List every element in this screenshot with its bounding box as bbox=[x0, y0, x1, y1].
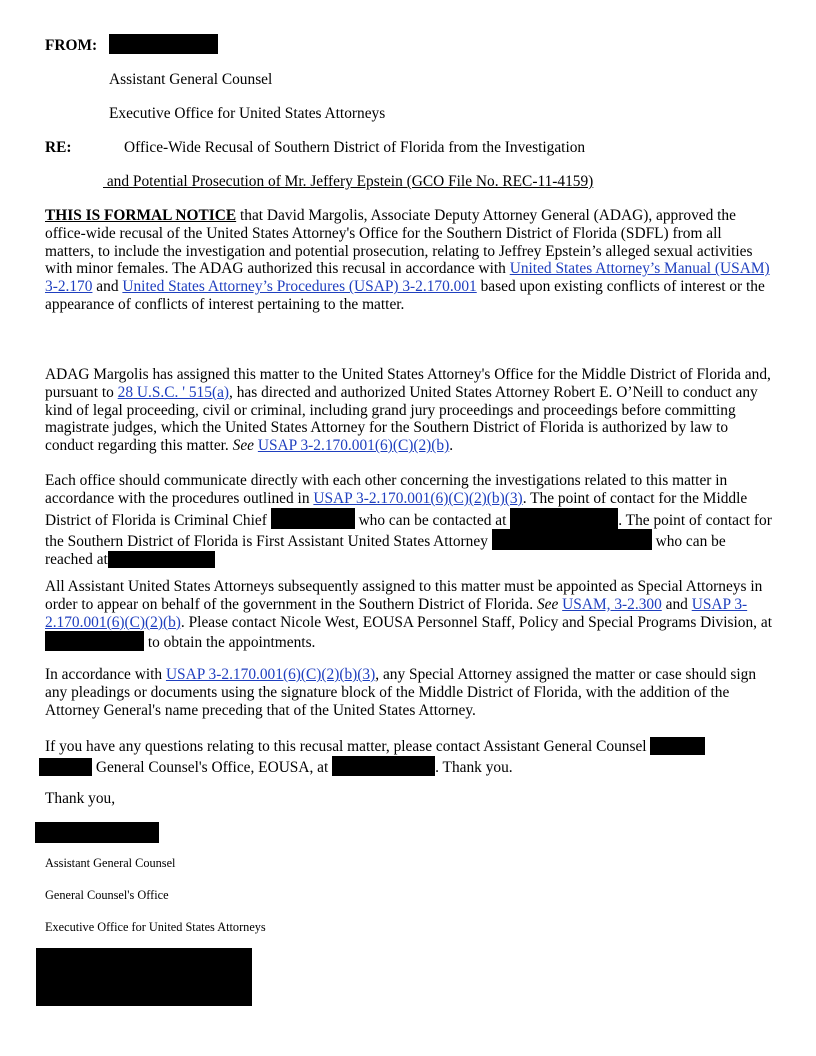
re-label: RE: bbox=[45, 139, 72, 156]
redacted-contact-phone bbox=[510, 508, 618, 529]
link-usap-6c2b3-second[interactable]: USAP 3-2.170.001(6)(C)(2)(b)(3) bbox=[165, 666, 376, 683]
redacted-counsel-phone bbox=[332, 756, 435, 776]
redacted-sdfl-phone bbox=[108, 551, 215, 568]
redacted-sender-name bbox=[109, 34, 218, 54]
redacted-counsel-name bbox=[650, 737, 705, 755]
sig-title-1: Assistant General Counsel bbox=[45, 856, 176, 870]
redacted-first-assistant-name bbox=[492, 529, 652, 550]
redacted-signature-name bbox=[35, 822, 159, 843]
special-attorneys-paragraph: All Assistant United States Attorneys subsequently assigned to this matter must be appointed as Special Attorneys in order to appear on behalf of the government in the Southern District of Florida. See USAM, 3-2.300 and USAP 3-2.170.001(6)(C)(2)(b). Please contact Nicole West, EOUSA Personnel Staff, Policy and Special Programs Division, at to obtain the appointments. bbox=[45, 578, 772, 652]
sig-title-2: General Counsel's Office bbox=[45, 888, 169, 902]
re-line-1: Office-Wide Recusal of Southern District of Florida from the Investigation bbox=[124, 139, 586, 156]
sig-title-3: Executive Office for United States Attorneys bbox=[45, 920, 266, 934]
formal-notice-heading: THIS IS FORMAL NOTICE bbox=[45, 207, 237, 224]
redacted-footer-block bbox=[36, 948, 252, 1006]
assignment-paragraph: ADAG Margolis has assigned this matter to the United States Attorney's Office for the Middle District of Florida and, pursuant to 28 U.S.C. ' 515(a), has directed and authorized United States Attorney Robert E. O’Neill to conduct any kind of legal proceeding, civil or criminal, including grand jury proceedings and proceedings before committing magistrate judges, which the United States Attorney for the Southern District of Florida is authorized by law to conduct regarding this matter. See USAP 3-2.170.001(6)(C)(2)(b). bbox=[45, 366, 771, 455]
link-28-usc-515a[interactable]: 28 U.S.C. ' 515(a) bbox=[117, 383, 230, 401]
notice-paragraph: THIS IS FORMAL NOTICE that David Margolis, Associate Deputy Attorney General (ADAG), approved the office-wide recusal of the United States Attorney's Office for the Southern District of Florida (SDFL) from all matters, to include the investigation and potential prosecution, relating to Jeffrey Epstein’s alleged sexual activities with minor females. The ADAG authorized this recusal in accordance with United States Attorney’s Manual (USAM) 3-2.170 and United States Attorney’s Procedures (USAP) 3-2.170.001 based upon existing conflicts of interest or the appearance of conflicts of interest pertaining to the matter. bbox=[45, 207, 770, 313]
link-usap-3-2-170-001[interactable]: United States Attorney’s Procedures (USAP) 3-2.170.001 bbox=[122, 278, 477, 296]
link-usam-3-2-300[interactable]: USAM, 3-2.300 bbox=[562, 595, 662, 613]
contact-paragraph: Each office should communicate directly with each other concerning the investigations related to this matter in accordance with the procedures outlined in USAP 3-2.170.001(6)(C)(2)(b)(3). The point of contact for the Middle District of Florida is Criminal Chief who can be contacted at . The point of contact for the Southern District of Florida is First Assistant United States Attorney who can be reached at bbox=[45, 472, 772, 569]
from-title-1: Assistant General Counsel bbox=[109, 71, 273, 88]
link-usap-6c2b[interactable]: USAP 3-2.170.001(6)(C)(2)(b) bbox=[257, 437, 450, 455]
redacted-counsel-name-cont bbox=[39, 758, 92, 776]
redacted-west-phone bbox=[45, 631, 144, 651]
link-usap-6c2b3[interactable]: USAP 3-2.170.001(6)(C)(2)(b)(3) bbox=[313, 489, 523, 507]
link-usap-6c2b-second[interactable]: USAP 3-2.170.001(6)(C)(2)(b) bbox=[45, 595, 748, 631]
from-title-2: Executive Office for United States Attorneys bbox=[109, 105, 386, 122]
questions-paragraph: If you have any questions relating to this recusal matter, please contact Assistant General Counsel General Counsel's Office, EOUSA, at . Thank you. bbox=[45, 737, 773, 777]
redacted-criminal-chief-name bbox=[271, 508, 355, 529]
re-line-2: and Potential Prosecution of Mr. Jeffery Epstein (GCO File No. REC-11-4159) bbox=[103, 173, 594, 190]
closing-thanks: Thank you, bbox=[45, 790, 116, 807]
signature-block-paragraph: In accordance with USAP 3-2.170.001(6)(C)(2)(b)(3), any Special Attorney assigned the matter or case should sign any pleadings or documents using the signature block of the Middle District of Florida, with the addition of the Attorney General's name preceding that of the United States Attorney. bbox=[45, 666, 757, 719]
from-label: FROM: bbox=[45, 37, 98, 54]
link-usam-3-2-170[interactable]: United States Attorney’s Manual (USAM) 3-2.170 bbox=[45, 260, 770, 296]
